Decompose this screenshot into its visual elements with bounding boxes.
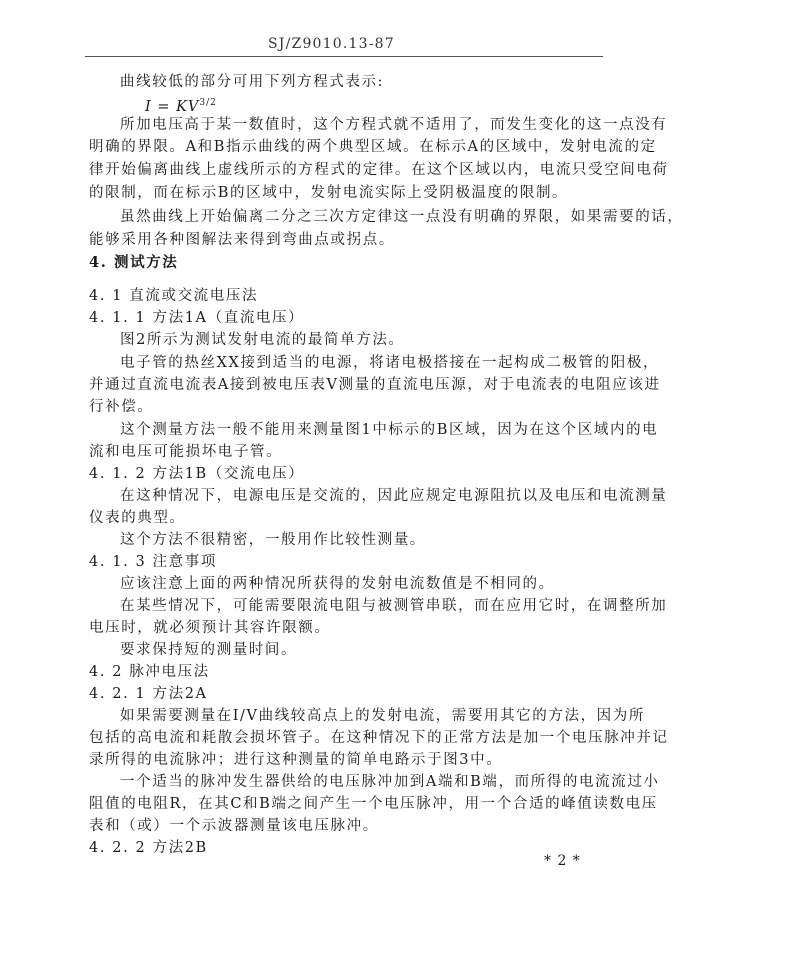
- subsection-heading: 4. 2. 2 方法2B: [89, 840, 208, 856]
- text-line: 这个测量方法一般不能用来测量图1中标示的B区域，因为在这个区域内的电: [120, 422, 659, 438]
- equation-exponent: 3/2: [199, 98, 217, 108]
- subsection-heading: 4. 1. 3 注意事项: [89, 554, 217, 570]
- subsection-heading: 4. 1 直流或交流电压法: [89, 288, 259, 304]
- text-line: 阻值的电阻R，在其C和B端之间产生一个电压脉冲，用一个合适的峰值读数电压: [89, 796, 658, 812]
- equation-rhs: = KV: [157, 98, 200, 115]
- text-line: 一个适当的脉冲发生器供给的电压脉冲加到A端和B端，而所得的电流流过小: [120, 774, 660, 790]
- subsection-heading: 4. 2. 1 方法2A: [89, 686, 208, 702]
- text-line: 并通过直流电流表A接到被电压表V测量的直流电压源，对于电流表的电阻应该进: [89, 377, 661, 393]
- text-line: 曲线较低的部分可用下列方程式表示:: [120, 74, 385, 90]
- doc-header: SJ/Z9010.13-87: [268, 36, 395, 52]
- text-line: 包括的高电流和耗散会损坏管子。在这种情况下的正常方法是加一个电压脉冲并记: [89, 730, 669, 746]
- text-line: 如果需要测量在I/V曲线较高点上的发射电流，需要用其它的方法，因为所: [120, 708, 645, 724]
- text-line: 律开始偏离曲线上虚线所示的方程式的定律。在这个区域以内，电流只受空间电荷: [89, 162, 669, 178]
- text-line: 明确的界限。A和B指示曲线的两个典型区域。在标示A的区域中，发射电流的定: [89, 139, 657, 155]
- text-line: 应该注意上面的两种情况所获得的发射电流数值是不相同的。: [120, 576, 555, 592]
- text-line: 电压时，就必须预计其容许限额。: [89, 620, 331, 636]
- text-line: 的限制，而在标示B的区域中，发射电流实际上受阴极温度的限制。: [89, 185, 569, 201]
- text-line: 行补偿。: [89, 399, 154, 415]
- text-line: 仪表的典型。: [89, 510, 186, 526]
- equation-lhs: I: [145, 98, 152, 115]
- text-line: 在这种情况下，电源电压是交流的，因此应规定电源阻抗以及电压和电流测量: [120, 488, 668, 504]
- text-line: 要求保持短的测量时间。: [120, 642, 298, 658]
- text-line: 所加电压高于某一数值时，这个方程式就不适用了，而发生变化的这一点没有: [120, 117, 668, 133]
- text-line: 电子管的热丝XX接到适当的电源，将诸电极搭接在一起构成二极管的阳极，: [120, 355, 660, 371]
- page-number: * 2 *: [544, 853, 581, 869]
- subsection-heading: 4. 1. 2 方法1B（交流电压）: [89, 466, 305, 482]
- text-line: 表和（或）一个示波器测量该电压脉冲。: [89, 818, 379, 834]
- text-line: 流和电压可能损坏电子管。: [89, 444, 283, 460]
- text-line: 这个方法不很精密，一般用作比较性测量。: [120, 532, 426, 548]
- header-rule: [85, 56, 603, 57]
- subsection-heading: 4. 2 脉冲电压法: [89, 664, 210, 680]
- text-line: 图2所示为测试发射电流的最简单方法。: [120, 332, 405, 348]
- text-line: 虽然曲线上开始偏离二分之三次方定律这一点没有明确的界限，如果需要的话，: [120, 209, 684, 225]
- text-line: 在某些情况下，可能需要限流电阻与被测管串联，而在应用它时，在调整所加: [120, 598, 668, 614]
- text-line: 能够采用各种图解法来得到弯曲点或拐点。: [89, 232, 395, 248]
- subsection-heading: 4. 1. 1 方法1A（直流电压）: [89, 310, 305, 326]
- section-heading: 4. 测试方法: [89, 254, 179, 271]
- text-line: 录所得的电流脉冲；进行这种测量的简单电路示于图3中。: [89, 752, 503, 768]
- equation: [145, 93, 217, 117]
